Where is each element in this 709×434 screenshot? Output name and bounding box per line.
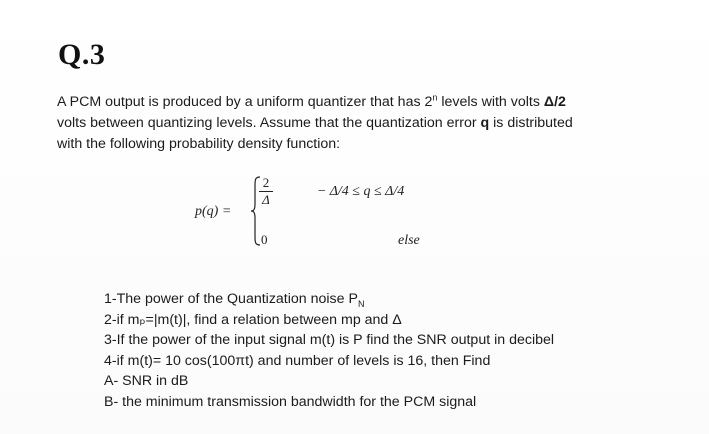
problem-statement [57, 92, 677, 155]
statement-line-3: with the following probability density function: [57, 136, 341, 152]
question-item: 3-If the power of the input signal m(t) is P find the SNR output in decibel [104, 332, 555, 349]
question-text: 1-The power of the Quantization noise P [104, 291, 358, 307]
exponent-n: n [432, 92, 438, 103]
pdf-equation [195, 172, 495, 252]
subscript-n: N [357, 298, 365, 309]
question-item: A- SNR in dB [104, 373, 189, 390]
question-list [104, 289, 664, 413]
pdf-condition-else: else [398, 233, 420, 248]
statement-text: is distributed [489, 115, 573, 131]
question-item: 2-if mₚ=|m(t)|, find a relation between mp and Δ [104, 311, 402, 328]
question-item: B- the minimum transmission bandwidth for the PCM signal [104, 393, 477, 410]
question-item: 4-if m(t)= 10 cos(100πt) and number of levels is 16, then Find [104, 352, 491, 369]
statement-line-2 [57, 113, 677, 134]
statement-text: levels with volts [437, 94, 544, 110]
question-title: Q.3 [58, 38, 106, 71]
statement-text: A PCM output is produced by a uniform quantizer that has 2 [57, 94, 433, 110]
question-item [104, 289, 664, 310]
variable-q: q [480, 115, 490, 131]
statement-line-1 [57, 92, 677, 113]
fraction-denominator: Δ [262, 192, 270, 207]
pdf-fraction [259, 176, 273, 207]
pdf-lhs: p(q) = [195, 204, 232, 219]
fraction-numerator: 2 [259, 176, 273, 192]
statement-text: volts between quantizing levels. Assume that the quantization error [57, 115, 481, 131]
pdf-zero: 0 [261, 232, 268, 247]
delta-half: Δ/2 [543, 94, 566, 110]
pdf-condition-range: − Δ/4 ≤ q ≤ Δ/4 [317, 184, 405, 199]
